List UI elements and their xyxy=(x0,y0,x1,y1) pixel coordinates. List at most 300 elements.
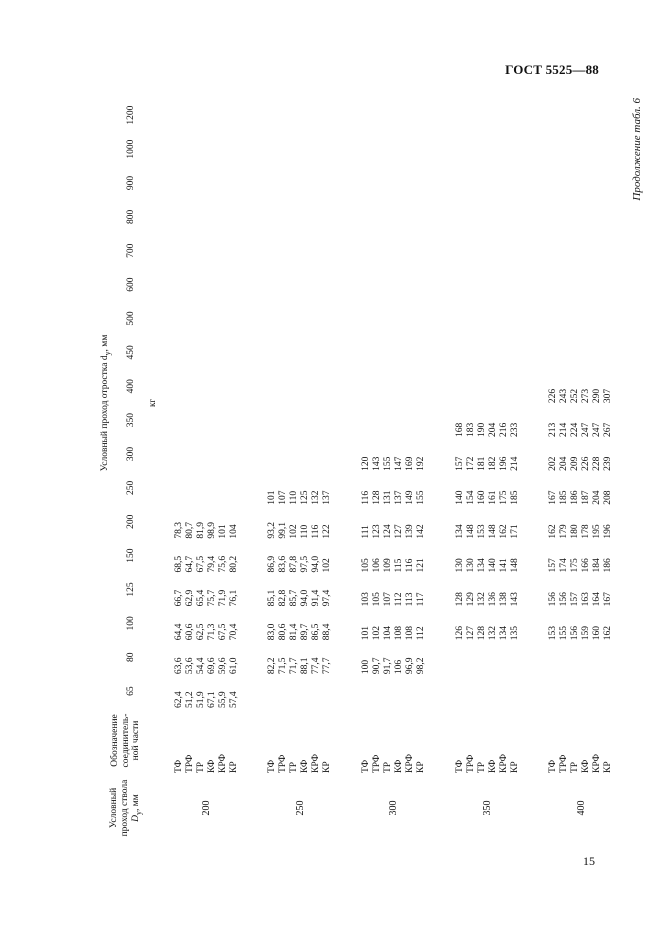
weight-value: 128 xyxy=(476,626,487,641)
weight-value: 81,4 xyxy=(289,623,300,641)
weight-cell xyxy=(347,403,441,437)
weight-cell xyxy=(160,674,254,708)
weight-value: 71,3 xyxy=(206,623,217,641)
branch-size-800: 800 xyxy=(126,209,137,224)
weight-cell xyxy=(347,539,441,573)
weight-value: 94,0 xyxy=(311,555,322,573)
weight-value: 175 xyxy=(570,558,581,573)
weight-cell xyxy=(534,606,628,640)
weight-value: 290 xyxy=(592,388,603,404)
weight-cell xyxy=(441,674,535,708)
weight-cell xyxy=(347,335,441,369)
weight-value: 132 xyxy=(476,592,487,607)
weight-value: 204 xyxy=(559,456,570,471)
weight-cell xyxy=(534,132,628,166)
weight-value: 116 xyxy=(360,490,371,505)
main-passage-cell: 300 xyxy=(388,800,400,816)
weight-value: 214 xyxy=(559,422,570,437)
table-continuation-caption: Продолжение табл. 6 xyxy=(631,98,643,201)
weight-value: 132 xyxy=(487,626,498,641)
weight-value: 127 xyxy=(393,524,404,539)
weight-value: 117 xyxy=(415,592,426,607)
weight-value: 139 xyxy=(404,524,415,539)
weight-value: 247 xyxy=(581,422,592,437)
weight-cell xyxy=(347,640,441,674)
weight-value: 160 xyxy=(476,490,487,505)
weight-value: 202 xyxy=(548,456,559,471)
branch-size-125: 125 xyxy=(126,582,137,597)
weight-value: 149 xyxy=(404,490,415,505)
weight-value: 196 xyxy=(603,524,614,539)
weight-value: 102 xyxy=(371,626,382,641)
weight-value: 155 xyxy=(415,490,426,505)
weight-value: 69,6 xyxy=(206,657,217,675)
designation-label: КФ xyxy=(393,759,404,773)
weight-cell xyxy=(347,302,441,336)
weight-value: 115 xyxy=(393,558,404,573)
weight-value: 128 xyxy=(454,592,465,607)
weight-value: 183 xyxy=(465,422,476,437)
weight-value: 185 xyxy=(559,490,570,505)
weight-value: 252 xyxy=(570,388,581,404)
weight-cell xyxy=(160,132,254,166)
weight-value: 162 xyxy=(603,626,614,641)
weight-value: 166 xyxy=(581,558,592,573)
weight-value: 147 xyxy=(393,456,404,471)
weight-value: 162 xyxy=(498,524,509,539)
weight-cell xyxy=(441,640,535,674)
weight-value: 99,1 xyxy=(278,522,289,539)
weight-cell xyxy=(441,335,535,369)
branch-size-350: 350 xyxy=(126,412,137,428)
designation-cell xyxy=(347,708,441,773)
branch-size-1000: 1000 xyxy=(126,139,137,159)
weight-value: 134 xyxy=(476,558,487,573)
weight-value: 132 xyxy=(311,490,322,505)
weight-cell xyxy=(160,573,254,607)
weight-cell xyxy=(441,132,535,166)
weight-cell xyxy=(160,200,254,234)
page-number: 15 xyxy=(583,854,595,868)
weight-value: 116 xyxy=(404,558,415,573)
weight-value: 61,0 xyxy=(228,657,239,675)
weight-value: 273 xyxy=(581,388,592,404)
weight-value: 155 xyxy=(382,456,393,471)
designation-label: КФ xyxy=(206,759,217,773)
weight-value: 190 xyxy=(476,422,487,437)
weight-value: 216 xyxy=(498,422,509,437)
weight-value: 70,4 xyxy=(228,623,239,641)
weight-value: 156 xyxy=(559,592,570,607)
weight-value: 89,7 xyxy=(300,623,311,641)
weight-value: 62,9 xyxy=(184,589,195,607)
weight-cell xyxy=(254,573,348,607)
weight-cell xyxy=(347,471,441,505)
designation-label: КР xyxy=(509,761,520,773)
table-row xyxy=(347,98,441,843)
weight-value: 76,1 xyxy=(228,589,239,607)
weight-value: 141 xyxy=(498,558,509,573)
weight-cell xyxy=(254,606,348,640)
designation-label: ТФ xyxy=(173,759,184,773)
designation-label: ТРФ xyxy=(465,754,476,773)
weight-value: 143 xyxy=(371,456,382,471)
weight-value: 131 xyxy=(382,490,393,505)
weight-cell xyxy=(534,335,628,369)
weight-value: 137 xyxy=(322,490,333,505)
weight-value: 98,2 xyxy=(415,657,426,675)
designation-label: КР xyxy=(322,761,333,773)
weight-cell xyxy=(254,166,348,200)
weight-value: 157 xyxy=(548,558,559,573)
weight-value: 204 xyxy=(592,490,603,505)
weight-cell xyxy=(534,98,628,132)
weight-value: 137 xyxy=(393,490,404,505)
weight-value: 160 xyxy=(592,626,603,641)
weight-value: 54,4 xyxy=(195,657,206,675)
weight-value: 130 xyxy=(465,558,476,573)
designation-label: КР xyxy=(603,761,614,773)
designation-label: ТФ xyxy=(360,759,371,773)
designation-label: ТФ xyxy=(548,759,559,773)
designation-cell xyxy=(441,708,535,773)
weight-value: 208 xyxy=(603,490,614,505)
weight-value: 100 xyxy=(360,659,371,675)
weight-cell xyxy=(254,200,348,234)
weight-value: 66,7 xyxy=(173,589,184,607)
weight-value: 228 xyxy=(592,456,603,471)
weight-value: 187 xyxy=(581,490,592,505)
designation-cell xyxy=(160,708,254,773)
weight-value: 57,4 xyxy=(228,691,239,708)
weight-value: 178 xyxy=(581,524,592,539)
designation-label: КР xyxy=(228,761,239,773)
weight-value: 138 xyxy=(498,592,509,607)
designation-label: КФ xyxy=(300,759,311,773)
weight-cell xyxy=(160,302,254,336)
weight-value: 156 xyxy=(570,626,581,641)
weight-cell xyxy=(160,606,254,640)
designation-label: ТР xyxy=(195,761,206,773)
weight-cell xyxy=(160,471,254,505)
weight-value: 135 xyxy=(509,626,520,641)
weight-value: 121 xyxy=(415,558,426,573)
weight-value: 128 xyxy=(371,490,382,505)
branch-size-500: 500 xyxy=(126,311,137,326)
weight-cell xyxy=(534,674,628,708)
weight-cell xyxy=(347,268,441,302)
weight-value: 102 xyxy=(322,558,333,573)
branch-size-600: 600 xyxy=(126,277,137,292)
weight-cell xyxy=(347,437,441,471)
weight-value: 175 xyxy=(498,490,509,505)
weight-value: 179 xyxy=(559,524,570,539)
weight-cell xyxy=(254,403,348,437)
weight-value: 116 xyxy=(311,524,322,539)
weight-value: 164 xyxy=(592,592,603,607)
weight-value: 86,5 xyxy=(311,623,322,641)
weight-cell xyxy=(160,234,254,268)
weight-value: 62,4 xyxy=(173,691,184,708)
weight-value: 156 xyxy=(548,592,559,607)
weight-cell xyxy=(534,166,628,200)
weight-value: 94,0 xyxy=(300,589,311,607)
weight-value: 81,9 xyxy=(195,522,206,539)
weight-value: 107 xyxy=(382,592,393,607)
branch-size-1200: 1200 xyxy=(126,105,137,125)
weight-value: 71,7 xyxy=(289,657,300,675)
weight-value: 134 xyxy=(454,524,465,539)
weight-cell xyxy=(254,505,348,539)
weight-cell xyxy=(347,505,441,539)
weight-cell xyxy=(441,200,535,234)
weight-cell xyxy=(254,471,348,505)
weight-cell xyxy=(254,674,348,708)
weight-value: 63,6 xyxy=(173,657,184,675)
branch-size-65: 65 xyxy=(126,686,137,696)
weight-cell xyxy=(160,369,254,403)
designation-label: КФ xyxy=(487,759,498,773)
weight-value: 167 xyxy=(548,490,559,505)
weight-value: 51,9 xyxy=(195,691,206,708)
weight-value: 247 xyxy=(592,422,603,437)
weight-value: 85,1 xyxy=(267,589,278,607)
weight-cell xyxy=(160,640,254,674)
weight-cell xyxy=(347,200,441,234)
designation-label: ТФ xyxy=(267,759,278,773)
weight-cell xyxy=(534,403,628,437)
branch-size-150: 150 xyxy=(126,548,137,563)
weight-cell xyxy=(441,268,535,302)
weight-cell xyxy=(441,234,535,268)
weight-value: 224 xyxy=(570,422,581,437)
weight-value: 186 xyxy=(603,558,614,573)
designation-label: ТРФ xyxy=(559,754,570,773)
weight-value: 159 xyxy=(581,626,592,641)
weight-value: 226 xyxy=(548,388,559,404)
weight-value: 82,8 xyxy=(278,589,289,607)
weight-cell xyxy=(160,166,254,200)
weight-cell xyxy=(347,573,441,607)
weight-value: 90,7 xyxy=(371,657,382,675)
weight-value: 148 xyxy=(487,524,498,539)
weight-value: 109 xyxy=(382,558,393,573)
table-row xyxy=(254,98,348,843)
weight-value: 86,9 xyxy=(267,555,278,573)
weight-value: 64,4 xyxy=(173,623,184,641)
weight-cell xyxy=(534,302,628,336)
weight-value: 62,5 xyxy=(195,623,206,641)
designation-label: КРФ xyxy=(404,754,415,773)
weight-cell xyxy=(254,437,348,471)
weight-value: 104 xyxy=(382,626,393,641)
weight-value: 153 xyxy=(548,626,559,641)
weight-value: 124 xyxy=(382,524,393,539)
weight-value: 239 xyxy=(603,456,614,471)
weight-value: 71,9 xyxy=(217,589,228,607)
designation-label: КР xyxy=(415,761,426,773)
weight-value: 106 xyxy=(393,659,404,675)
weight-cell xyxy=(347,674,441,708)
weight-value: 171 xyxy=(509,524,520,539)
weight-value: 107 xyxy=(278,490,289,505)
weight-value: 67,5 xyxy=(217,623,228,641)
branch-size-900: 900 xyxy=(126,175,137,191)
weight-value: 214 xyxy=(509,456,520,471)
weight-value: 172 xyxy=(465,456,476,471)
tee-weights-table xyxy=(92,98,628,843)
weight-value: 140 xyxy=(487,558,498,573)
weight-cell xyxy=(347,234,441,268)
weight-cell xyxy=(254,369,348,403)
weight-value: 136 xyxy=(487,592,498,607)
weight-cell xyxy=(441,539,535,573)
weight-value: 196 xyxy=(498,456,509,471)
weight-value: 157 xyxy=(570,592,581,607)
branch-size-700: 700 xyxy=(126,243,137,258)
main-passage-header: Условный проход ствола $D_у$, мм xyxy=(109,779,143,837)
weight-cell xyxy=(160,403,254,437)
weight-value: 134 xyxy=(498,626,509,641)
designation-label: КРФ xyxy=(217,754,228,773)
designation-label: ТР xyxy=(476,761,487,773)
weight-value: 180 xyxy=(570,524,581,539)
weight-cell xyxy=(160,268,254,302)
weight-cell xyxy=(254,268,348,302)
weight-cell xyxy=(534,505,628,539)
weight-value: 226 xyxy=(581,456,592,471)
rotated-table-area xyxy=(92,98,643,843)
weight-value: 122 xyxy=(322,524,333,539)
weight-value: 148 xyxy=(465,524,476,539)
branch-size-200: 200 xyxy=(126,514,137,529)
weight-value: 82,2 xyxy=(267,657,278,675)
weight-value: 243 xyxy=(559,388,570,404)
weight-cell xyxy=(441,98,535,132)
table-row xyxy=(441,98,535,843)
branch-size-400: 400 xyxy=(126,379,137,394)
weight-value: 125 xyxy=(300,490,311,505)
weight-value: 168 xyxy=(454,422,465,437)
weight-value: 113 xyxy=(404,592,415,607)
weight-value: 129 xyxy=(465,592,476,607)
weight-value: 80,6 xyxy=(278,623,289,641)
weight-cell xyxy=(534,200,628,234)
designation-label: КРФ xyxy=(498,754,509,773)
weight-cell xyxy=(534,437,628,471)
branch-size-450: 450 xyxy=(126,345,137,360)
weight-value: 143 xyxy=(509,592,520,607)
designation-label: ТРФ xyxy=(371,754,382,773)
designation-label: ТРФ xyxy=(278,754,289,773)
weight-value: 204 xyxy=(487,422,498,437)
weight-value: 157 xyxy=(454,456,465,471)
weight-cell xyxy=(347,98,441,132)
designation-cell xyxy=(534,708,628,773)
weight-value: 83,6 xyxy=(278,555,289,573)
designation-label: КРФ xyxy=(592,754,603,773)
weight-value: 162 xyxy=(548,524,559,539)
weight-value: 140 xyxy=(454,490,465,505)
weight-cell xyxy=(347,606,441,640)
branch-size-250: 250 xyxy=(126,480,137,495)
weight-value: 88,1 xyxy=(300,657,311,675)
weight-value: 80,2 xyxy=(228,555,239,573)
weight-value: 184 xyxy=(592,558,603,573)
weight-cell xyxy=(254,302,348,336)
weight-value: 110 xyxy=(289,490,300,505)
weight-value: 105 xyxy=(360,558,371,573)
designation-label: ТРФ xyxy=(184,754,195,773)
weight-cell xyxy=(160,437,254,471)
weight-value: 126 xyxy=(454,626,465,641)
branch-size-80: 80 xyxy=(126,652,137,662)
weight-value: 213 xyxy=(548,422,559,437)
weight-value: 307 xyxy=(603,388,614,404)
weight-value: 148 xyxy=(509,558,520,573)
weight-value: 112 xyxy=(393,592,404,607)
weight-value: 267 xyxy=(603,422,614,437)
weight-cell xyxy=(254,98,348,132)
weight-value: 127 xyxy=(465,626,476,641)
weight-cell xyxy=(254,132,348,166)
weight-value: 153 xyxy=(476,524,487,539)
weight-cell xyxy=(441,437,535,471)
weight-cell xyxy=(441,471,535,505)
weight-value: 59,6 xyxy=(217,657,228,675)
weight-value: 67,1 xyxy=(206,691,217,708)
weight-value: 192 xyxy=(415,456,426,471)
standard-number: ГОСТ 5525—88 xyxy=(505,62,599,77)
weight-value: 98,9 xyxy=(206,522,217,539)
weight-value: 91,7 xyxy=(382,657,393,675)
weight-cell xyxy=(534,539,628,573)
weight-value: 110 xyxy=(300,524,311,539)
designation-label: КРФ xyxy=(311,754,322,773)
table-body xyxy=(160,98,628,843)
weight-value: 51,2 xyxy=(184,691,195,708)
weight-value: 163 xyxy=(581,592,592,607)
weight-value: 77,4 xyxy=(311,657,322,675)
weight-value: 87,8 xyxy=(289,555,300,573)
weight-value: 120 xyxy=(360,456,371,471)
designation-label: КФ xyxy=(581,759,592,773)
weight-value: 161 xyxy=(487,490,498,505)
weight-value: 91,4 xyxy=(311,589,322,607)
unit-kg: кг xyxy=(146,398,157,408)
weight-cell xyxy=(534,640,628,674)
weight-cell xyxy=(347,369,441,403)
weight-value: 71,5 xyxy=(278,657,289,675)
weight-cell xyxy=(534,369,628,403)
weight-value: 155 xyxy=(559,626,570,641)
weight-value: 101 xyxy=(267,490,278,505)
weight-cell xyxy=(441,573,535,607)
weight-value: 53,6 xyxy=(184,657,195,675)
weight-value: 79,4 xyxy=(206,555,217,573)
weight-cell xyxy=(160,335,254,369)
weight-value: 142 xyxy=(415,524,426,539)
weight-value: 75,7 xyxy=(206,589,217,607)
weight-value: 103 xyxy=(360,592,371,607)
weight-value: 55,9 xyxy=(217,691,228,708)
weight-cell xyxy=(254,335,348,369)
weight-value: 97,4 xyxy=(322,589,333,607)
designation-header: Обозначение соединитель- ной части xyxy=(109,713,142,768)
weight-cell xyxy=(254,234,348,268)
table-row xyxy=(160,98,254,843)
weight-cell xyxy=(160,505,254,539)
